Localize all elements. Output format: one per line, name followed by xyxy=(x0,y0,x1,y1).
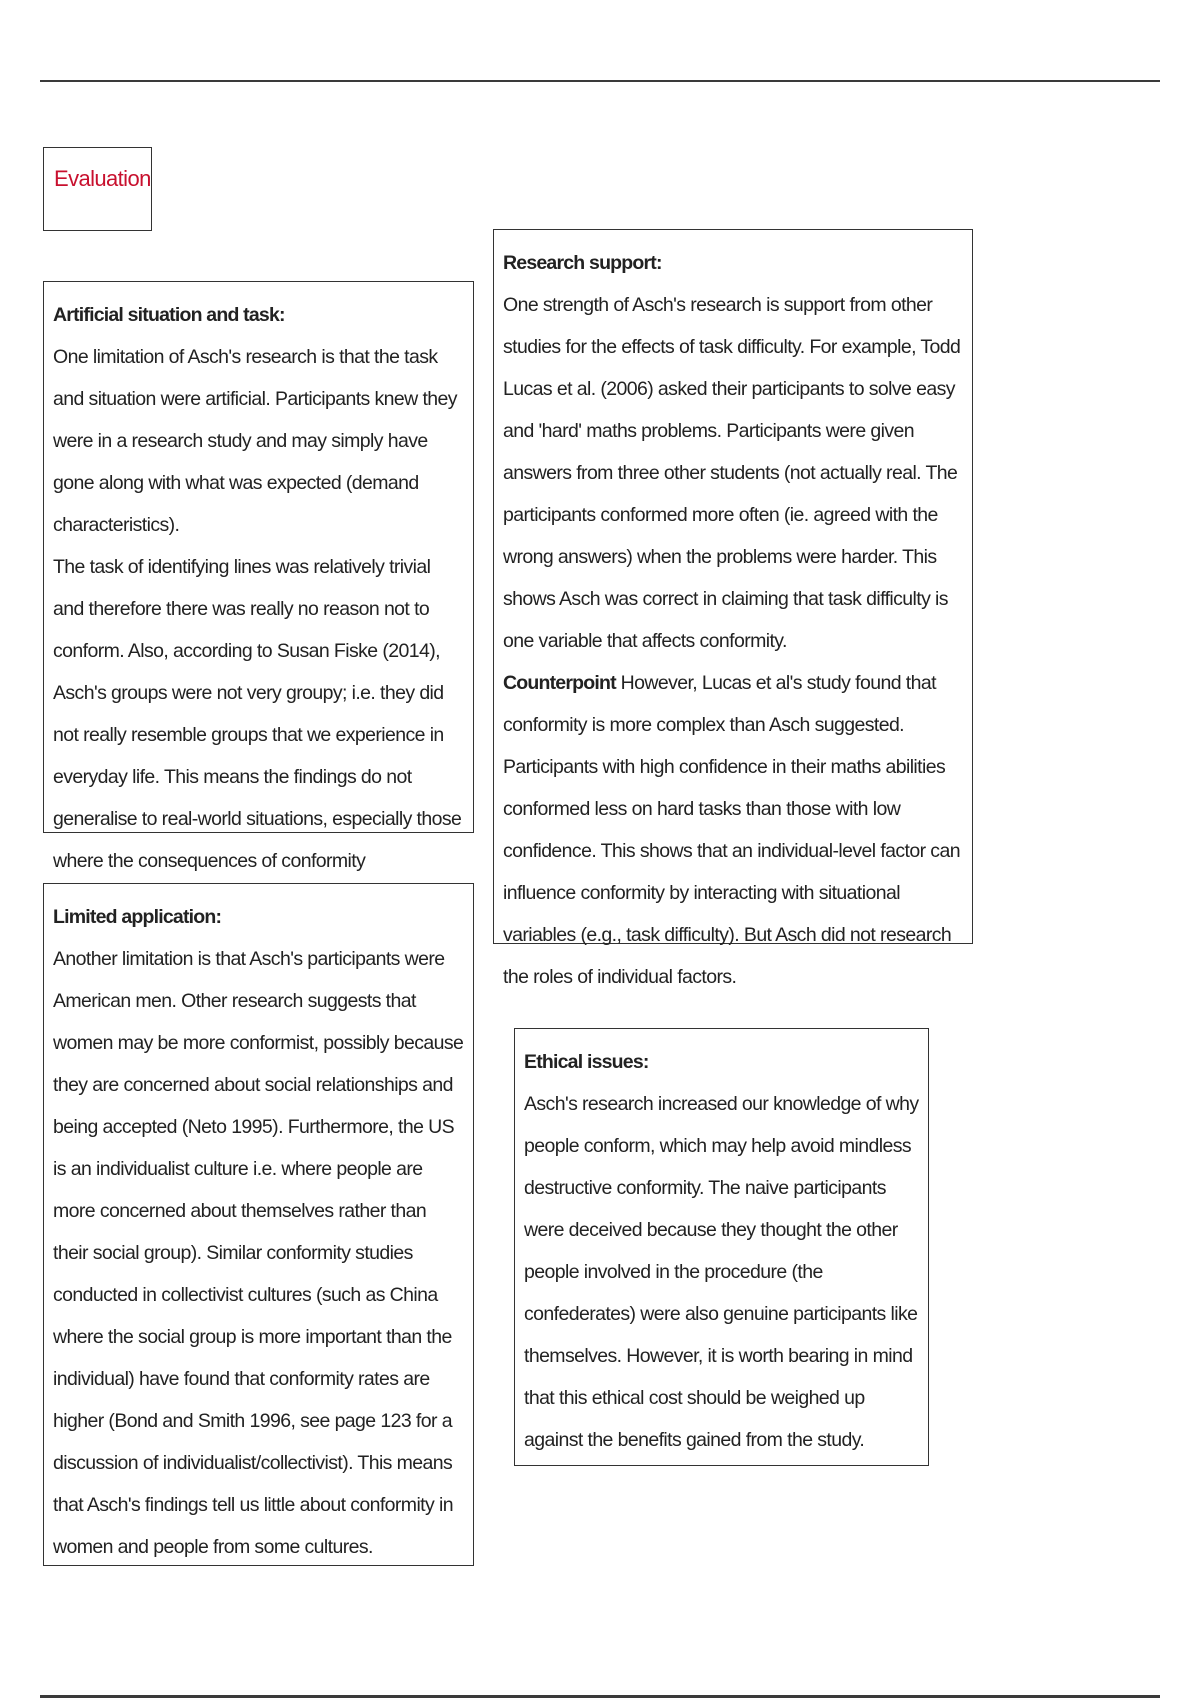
limited-application-box xyxy=(43,883,474,1566)
research-support-body: One strength of Asch's research is support from other studies for the effects of task difficulty. For example, Todd Lucas et al. (2006) asked their participants to solve easy and 'hard' maths problems. Participants were given answers from three other students (not actually real. The participants conformed more often (ie. agreed with the wrong answers) when the problems were harder. This shows Asch was correct in claiming that task difficulty is one variable that affects conformity. xyxy=(503,294,961,652)
artificial-situation-box xyxy=(43,281,474,872)
ethical-issues-body: Asch's research increased our knowledge of why people conform, which may help avoid mindless destructive conformity. The naive participants were deceived because they thought the other people involved in the procedure (the confederates) were also genuine participants like themselves. However, it is worth bearing in mind that this ethical cost should be weighed up against the benefits gained from the study. xyxy=(524,1093,919,1451)
artificial-situation-paragraph-2: The task of identifying lines was relatively trivial and therefore there was really no reason not to conform. Also, according to Susan Fiske (2014), Asch's groups were not very groupy; i.e. they did not really resemble groups that we experience in everyday life. This means the findings do not generalise to real-world situations, especially those where the consequences of conformity xyxy=(53,556,462,872)
artificial-situation-paragraph-1: One limitation of Asch's research is that the task and situation were artificial. Participants knew they were in a research study and may simply have gone along with what was expected (demand characteristics). xyxy=(53,346,457,536)
header-rule xyxy=(40,80,1160,82)
counterpoint-text: However, Lucas et al's study found that conformity is more complex than Asch suggested. Participants with high confidence in their maths abilities conformed less on hard tasks than those with low confidence. This shows that an individual-level factor can influence conformity by interacting with situational variables (e.g., task difficulty). But Asch did not research the roles of individual factors. xyxy=(503,672,960,988)
research-support-box xyxy=(493,229,973,988)
counterpoint-label: Counterpoint xyxy=(503,672,616,694)
limited-application-heading: Limited application: xyxy=(53,906,222,928)
artificial-situation-heading: Artificial situation and task: xyxy=(53,304,285,326)
evaluation-label-box xyxy=(43,147,152,231)
research-support-heading: Research support: xyxy=(503,252,662,274)
counterpoint-paragraph xyxy=(503,662,963,998)
footer-rule xyxy=(40,1695,1160,1698)
ethical-issues-heading: Ethical issues: xyxy=(524,1051,649,1073)
limited-application-body: Another limitation is that Asch's participants were American men. Other research suggests that women may be more conformist, possibly because they are concerned about social relationships and being accepted (Neto 1995). Furthermore, the US is an individualist culture i.e. where people are more concerned about themselves rather than their social group). Similar conformity studies conducted in collectivist cultures (such as China where the social group is more important than the individual) have found that conformity rates are higher (Bond and Smith 1996, see page 123 for a discussion of individualist/collectivist). This means that Asch's findings tell us little about conformity in women and people from some cultures. xyxy=(53,948,464,1558)
evaluation-label: Evaluation xyxy=(54,166,151,191)
ethical-issues-box xyxy=(514,1028,929,1466)
